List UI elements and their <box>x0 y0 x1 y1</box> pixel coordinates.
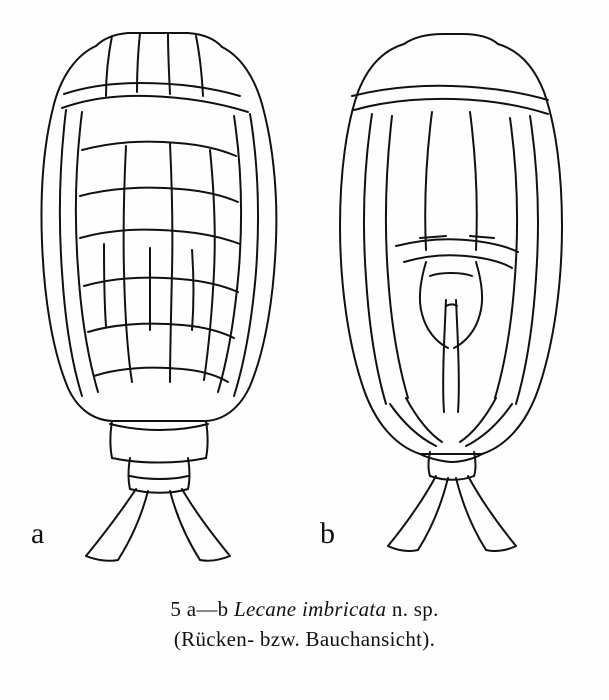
caption-prefix: 5 a—b <box>170 597 234 621</box>
caption-line-2: (Rücken- bzw. Bauchansicht). <box>173 627 436 652</box>
caption-line-1 <box>0 594 609 624</box>
species-name: Lecane imbricata <box>233 597 387 621</box>
caption-suffix: n. sp. <box>386 597 439 621</box>
panel-label-a: a <box>31 517 45 550</box>
panel-a-dorsal-drawing <box>42 33 277 561</box>
figure-caption <box>0 594 609 655</box>
panel-label-b: b <box>320 517 335 550</box>
panel-b-ventral-drawing <box>340 34 562 551</box>
